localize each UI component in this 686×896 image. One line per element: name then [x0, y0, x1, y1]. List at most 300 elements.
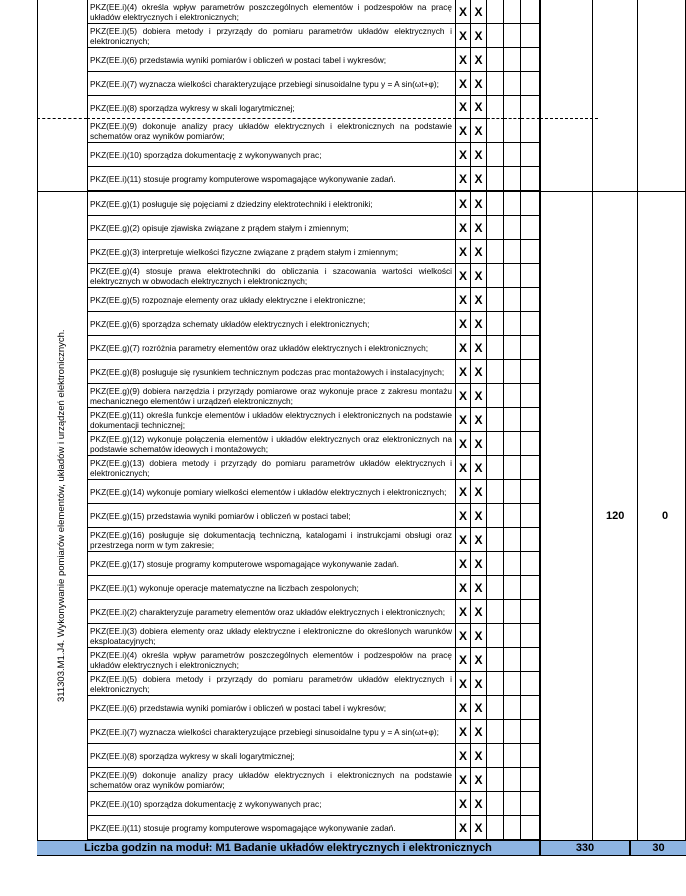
outcome-text: rozpoznaje elementy oraz układy elektryczne i elektroniczne; [142, 295, 366, 305]
empty-cell [521, 816, 540, 840]
outcome-description [87, 768, 456, 792]
empty-cell [521, 528, 540, 552]
empty-cell [504, 192, 521, 216]
empty-cell [504, 96, 521, 119]
table-row [0, 119, 686, 143]
outcome-description [87, 24, 456, 48]
empty-cell [521, 96, 540, 119]
outcome-description [87, 96, 456, 119]
outcome-code: PKZ(EE.i)(10) [90, 150, 142, 160]
footer-total-a: 330 [540, 841, 630, 855]
table-row [0, 0, 686, 24]
mark-m1: X [456, 48, 471, 72]
table-row [0, 528, 686, 552]
outcome-code: PKZ(EE.g)(13) [90, 458, 145, 468]
mark-m2: X [471, 672, 487, 696]
empty-cell [521, 576, 540, 600]
mark-m1: X [456, 216, 471, 240]
mark-m1: X [456, 24, 471, 48]
mark-m1: X [456, 167, 471, 191]
mark-m1: X [456, 768, 471, 792]
outcome-description [87, 192, 456, 216]
outcome-description [87, 504, 456, 528]
mark-m2: X [471, 0, 487, 24]
mark-m2: X [471, 192, 487, 216]
outcome-description [87, 216, 456, 240]
mark-m1: X [456, 504, 471, 528]
empty-cell [504, 240, 521, 264]
empty-cell [504, 504, 521, 528]
empty-cell [504, 792, 521, 816]
mark-m2: X [471, 456, 487, 480]
mark-m2: X [471, 167, 487, 191]
mark-m1: X [456, 72, 471, 96]
empty-cell [504, 24, 521, 48]
empty-cell [521, 143, 540, 167]
empty-cell [521, 360, 540, 384]
empty-cell [487, 768, 504, 792]
empty-cell [504, 648, 521, 672]
empty-cell [487, 24, 504, 48]
empty-cell [521, 768, 540, 792]
empty-cell [521, 504, 540, 528]
empty-cell [487, 143, 504, 167]
footer-total-b: 30 [630, 841, 686, 855]
empty-cell [487, 408, 504, 432]
mark-m2: X [471, 744, 487, 768]
outcome-text: wyznacza wielkości charakteryzujące przebiegi sinusoidalne typu y = A sin(ωt+φ); [139, 727, 439, 737]
outcome-code: PKZ(EE.i)(11) [90, 174, 142, 184]
dashed-divider [540, 118, 598, 119]
empty-cell [521, 384, 540, 408]
outcome-text: wykonuje operacje matematyczne na liczbach zespolonych; [139, 583, 359, 593]
empty-cell [504, 696, 521, 720]
empty-cell [504, 336, 521, 360]
empty-cell [521, 72, 540, 96]
mark-m2: X [471, 119, 487, 143]
mark-m2: X [471, 216, 487, 240]
mark-m1: X [456, 264, 471, 288]
empty-cell [504, 600, 521, 624]
outcome-text: określa funkcje elementów i układów elektrycznych i elektronicznych na podstawie dokumentacji technicznej; [90, 410, 452, 430]
empty-cell [487, 504, 504, 528]
hours-column-border [592, 0, 593, 840]
mark-m2: X [471, 336, 487, 360]
outcome-description [87, 408, 456, 432]
outcome-code: PKZ(EE.i)(9) [90, 121, 138, 131]
table-row [0, 456, 686, 480]
mark-m1: X [456, 480, 471, 504]
mark-m2: X [471, 96, 487, 119]
mark-m1: X [456, 312, 471, 336]
outcome-text: dobiera metody i przyrządy do pomiaru parametrów układów elektrycznych i elektronicznych; [90, 26, 452, 46]
outcome-code: PKZ(EE.g)(17) [90, 559, 145, 569]
outcome-description [87, 264, 456, 288]
mark-m2: X [471, 408, 487, 432]
mark-m1: X [456, 792, 471, 816]
outcome-description [87, 600, 456, 624]
table-row [0, 672, 686, 696]
table-row [0, 720, 686, 744]
empty-cell [487, 552, 504, 576]
table-row [0, 143, 686, 167]
table-row [0, 288, 686, 312]
mark-m1: X [456, 119, 471, 143]
empty-cell [487, 264, 504, 288]
empty-cell [504, 552, 521, 576]
outcome-code: PKZ(EE.i)(10) [90, 799, 142, 809]
outcome-code: PKZ(EE.g)(15) [90, 511, 145, 521]
empty-cell [487, 720, 504, 744]
empty-cell [504, 768, 521, 792]
mark-m2: X [471, 816, 487, 840]
outcome-text: stosuje programy komputerowe wspomagające wykonywanie zadań. [143, 174, 396, 184]
outcome-code: PKZ(EE.i)(4) [90, 2, 138, 12]
outcome-code: PKZ(EE.g)(5) [90, 295, 140, 305]
outcome-code: PKZ(EE.g)(2) [90, 223, 140, 233]
mark-m2: X [471, 696, 487, 720]
empty-cell [521, 0, 540, 24]
empty-cell [487, 648, 504, 672]
table-row [0, 192, 686, 216]
empty-cell [521, 336, 540, 360]
empty-cell [521, 216, 540, 240]
outcome-description [87, 312, 456, 336]
outcome-description [87, 480, 456, 504]
empty-cell [487, 0, 504, 24]
outcome-code: PKZ(EE.g)(12) [90, 434, 145, 444]
outcome-code: PKZ(EE.i)(2) [90, 607, 138, 617]
outcome-description [87, 167, 456, 191]
empty-cell [521, 432, 540, 456]
table-row [0, 576, 686, 600]
outcome-description [87, 432, 456, 456]
mark-m2: X [471, 288, 487, 312]
table-row [0, 504, 686, 528]
table-row [0, 624, 686, 648]
outcome-code: PKZ(EE.i)(11) [90, 823, 142, 833]
outcome-code: PKZ(EE.i)(9) [90, 770, 138, 780]
mark-m1: X [456, 816, 471, 840]
outcome-code: PKZ(EE.i)(3) [90, 626, 138, 636]
mark-m2: X [471, 504, 487, 528]
outcome-text: wyznacza wielkości charakteryzujące przebiegi sinusoidalne typu y = A sin(ωt+φ); [139, 79, 439, 89]
empty-cell [521, 48, 540, 72]
outcome-text: opisuje zjawiska związane z prądem stałym i zmiennym; [142, 223, 349, 233]
empty-cell [487, 696, 504, 720]
outcome-text: posługuje się rysunkiem technicznym podczas prac montażowych i instalacyjnych; [142, 367, 445, 377]
empty-cell [521, 119, 540, 143]
mark-m1: X [456, 672, 471, 696]
table-row [0, 24, 686, 48]
outcome-text: sporządza wykresy w skali logarytmicznej; [139, 751, 295, 761]
outcome-description [87, 696, 456, 720]
empty-cell [487, 167, 504, 191]
empty-cell [521, 792, 540, 816]
table-row [0, 72, 686, 96]
outcome-description [87, 792, 456, 816]
table-row [0, 216, 686, 240]
empty-cell [504, 72, 521, 96]
empty-cell [487, 119, 504, 143]
mark-m1: X [456, 528, 471, 552]
table-row [0, 48, 686, 72]
empty-cell [487, 288, 504, 312]
outcome-code: PKZ(EE.i)(7) [90, 727, 138, 737]
outcome-text: przedstawia wyniki pomiarów i obliczeń w postaci tabel i wykresów; [139, 55, 387, 65]
outcome-text: dokonuje analizy pracy układów elektrycznych i elektronicznych na podstawie schematów oraz wyników pomiarów; [90, 121, 452, 141]
outcome-text: sporządza wykresy w skali logarytmicznej; [139, 102, 295, 113]
table-row [0, 432, 686, 456]
outcome-code: PKZ(EE.i)(5) [90, 26, 138, 36]
mark-m1: X [456, 576, 471, 600]
empty-cell [521, 552, 540, 576]
empty-cell [504, 384, 521, 408]
outcome-code: PKZ(EE.g)(8) [90, 367, 140, 377]
empty-cell [521, 192, 540, 216]
empty-cell [521, 456, 540, 480]
mark-m2: X [471, 432, 487, 456]
empty-cell [487, 192, 504, 216]
table-row [0, 816, 686, 840]
outcome-description [87, 48, 456, 72]
outcome-text: stosuje programy komputerowe wspomagające wykonywanie zadań. [143, 823, 396, 833]
table-row [0, 360, 686, 384]
outcome-text: posługuje się pojęciami z dziedziny elektrotechniki i elektroniki; [142, 199, 373, 209]
table-row [0, 480, 686, 504]
empty-cell [504, 119, 521, 143]
mark-m1: X [456, 192, 471, 216]
empty-cell [487, 312, 504, 336]
outcome-description [87, 648, 456, 672]
table-row [0, 408, 686, 432]
empty-cell [521, 720, 540, 744]
mark-m2: X [471, 72, 487, 96]
empty-cell [504, 0, 521, 24]
empty-cell [487, 744, 504, 768]
outcome-description [87, 72, 456, 96]
mark-m1: X [456, 648, 471, 672]
outcome-description [87, 288, 456, 312]
outcome-text: charakteryzuje parametry elementów oraz układów elektrycznych i elektronicznych; [139, 607, 446, 617]
empty-cell [521, 264, 540, 288]
empty-cell [504, 816, 521, 840]
outcome-code: PKZ(EE.g)(14) [90, 487, 145, 497]
module-hours-b: 0 [662, 510, 669, 522]
table-row [0, 336, 686, 360]
mark-m2: X [471, 576, 487, 600]
empty-cell [521, 167, 540, 191]
outcome-text: wykonuje pomiary wielkości elementów i układów elektrycznych i elektronicznych; [146, 487, 447, 497]
table-row [0, 96, 686, 119]
mark-m2: X [471, 792, 487, 816]
empty-cell [504, 624, 521, 648]
mark-m2: X [471, 480, 487, 504]
empty-cell [521, 24, 540, 48]
outcome-description [87, 384, 456, 408]
module-hours-a: 120 [606, 510, 625, 522]
outcome-text: dobiera narzędzia i przyrządy pomiarowe oraz wykonuje prace z zakresu montażu mechanicznego elementów i urządzeń elektronicznych; [90, 386, 452, 406]
mark-m1: X [456, 432, 471, 456]
outcome-code: PKZ(EE.i)(4) [90, 650, 138, 660]
mark-m1: X [456, 384, 471, 408]
mark-m1: X [456, 624, 471, 648]
outcome-text: sporządza schematy układów elektrycznych i elektronicznych; [142, 319, 370, 329]
empty-cell [487, 216, 504, 240]
mark-m1: X [456, 0, 471, 24]
table-row [0, 384, 686, 408]
empty-cell [504, 216, 521, 240]
outcome-description [87, 576, 456, 600]
outcome-code: PKZ(EE.i)(8) [90, 751, 138, 761]
empty-cell [487, 240, 504, 264]
module-title: 311303.M1.J4. Wykonywanie pomiarów elementów, układów i urządzeń elektronicznych. [56, 329, 67, 703]
empty-cell [521, 744, 540, 768]
mark-m2: X [471, 24, 487, 48]
empty-cell [504, 672, 521, 696]
table-row [0, 792, 686, 816]
outcome-description [87, 552, 456, 576]
outcome-code: PKZ(EE.i)(6) [90, 703, 138, 713]
empty-cell [504, 408, 521, 432]
outcome-description [87, 624, 456, 648]
outcome-text: rozróżnia parametry elementów oraz układów elektrycznych i elektronicznych; [142, 343, 429, 353]
outcome-code: PKZ(EE.g)(16) [90, 530, 145, 540]
empty-cell [521, 600, 540, 624]
outcome-code: PKZ(EE.g)(6) [90, 319, 140, 329]
table-row [0, 600, 686, 624]
table-row [0, 264, 686, 288]
outcome-code: PKZ(EE.i)(6) [90, 55, 138, 65]
empty-cell [504, 48, 521, 72]
mark-m2: X [471, 143, 487, 167]
mark-m2: X [471, 528, 487, 552]
outcome-code: PKZ(EE.g)(9) [90, 386, 140, 396]
mark-m1: X [456, 456, 471, 480]
outcome-description [87, 528, 456, 552]
empty-cell [521, 672, 540, 696]
outcome-description [87, 456, 456, 480]
mark-m2: X [471, 648, 487, 672]
mark-m2: X [471, 240, 487, 264]
mark-m2: X [471, 312, 487, 336]
mark-m1: X [456, 408, 471, 432]
outcome-code: PKZ(EE.g)(1) [90, 199, 140, 209]
empty-cell [521, 312, 540, 336]
outcome-description [87, 119, 456, 143]
outcome-text: stosuje prawa elektrotechniki do obliczania i szacowania wartości wielkości elektrycznych w obwodach elektrycznych i elektronicznych; [90, 266, 452, 286]
empty-cell [504, 143, 521, 167]
outcome-code: PKZ(EE.i)(7) [90, 79, 138, 89]
outcome-description [87, 240, 456, 264]
outcome-description [87, 744, 456, 768]
empty-cell [521, 696, 540, 720]
mark-m1: X [456, 336, 471, 360]
mark-m1: X [456, 720, 471, 744]
empty-cell [487, 528, 504, 552]
mark-m2: X [471, 384, 487, 408]
outcome-text: posługuje się dokumentacją techniczną, katalogami i instrukcjami obsługi oraz przestrzega norm w tym zakresie; [90, 530, 452, 550]
outcome-code: PKZ(EE.g)(11) [90, 410, 144, 420]
empty-cell [521, 240, 540, 264]
outcome-text: sporządza dokumentację z wykonywanych prac; [143, 150, 322, 160]
table-row [0, 648, 686, 672]
outcome-text: sporządza dokumentację z wykonywanych prac; [143, 799, 322, 809]
empty-cell [487, 72, 504, 96]
mark-m1: X [456, 552, 471, 576]
outcome-text: dobiera metody i przyrządy do pomiaru parametrów układów elektrycznych i elektronicznych; [90, 674, 452, 694]
mark-m2: X [471, 360, 487, 384]
mark-m1: X [456, 696, 471, 720]
outcome-code: PKZ(EE.i)(1) [90, 583, 138, 593]
empty-cell [504, 744, 521, 768]
outcome-text: dobiera metody i przyrządy do pomiaru parametrów układów elektrycznych i elektronicznych; [90, 458, 452, 478]
outcome-code: PKZ(EE.i)(8) [90, 102, 138, 113]
mark-m1: X [456, 360, 471, 384]
outcome-text: stosuje programy komputerowe wspomagające wykonywanie zadań. [146, 559, 399, 569]
empty-cell [504, 264, 521, 288]
mark-m2: X [471, 48, 487, 72]
mark-m2: X [471, 552, 487, 576]
outcome-text: określa wpływ parametrów poszczególnych elementów i podzespołów na pracę układów elektrycznych i elektronicznych; [90, 2, 452, 22]
mark-m1: X [456, 744, 471, 768]
empty-cell [504, 288, 521, 312]
empty-cell [504, 528, 521, 552]
outcome-text: dokonuje analizy pracy układów elektrycznych i elektronicznych na podstawie schematów oraz wyników pomiarów; [90, 770, 452, 790]
mark-m1: X [456, 288, 471, 312]
outcome-description [87, 672, 456, 696]
mark-m2: X [471, 264, 487, 288]
outcome-text: przedstawia wyniki pomiarów i obliczeń w postaci tabel; [146, 511, 351, 521]
empty-cell [487, 600, 504, 624]
empty-cell [487, 624, 504, 648]
mark-m2: X [471, 768, 487, 792]
outcome-text: dobiera elementy oraz układy elektryczne i elektroniczne do określonych warunków eksploatacyjnych; [90, 626, 452, 646]
empty-cell [487, 360, 504, 384]
outcome-description [87, 0, 456, 24]
empty-cell [487, 96, 504, 119]
outcome-text: wykonuje połączenia elementów i układów elektrycznych oraz elektronicznych na podstawie schematów ideowych i montażowych; [90, 434, 452, 454]
empty-cell [521, 288, 540, 312]
empty-cell [487, 792, 504, 816]
table-row [0, 768, 686, 792]
table-row [0, 696, 686, 720]
empty-cell [504, 432, 521, 456]
empty-cell [521, 624, 540, 648]
hours-column-border [540, 0, 541, 840]
mark-m1: X [456, 240, 471, 264]
table-row [0, 240, 686, 264]
hours-column-border [637, 0, 638, 840]
empty-cell [504, 456, 521, 480]
module-hours-footer [37, 840, 686, 856]
outcome-code: PKZ(EE.i)(5) [90, 674, 138, 684]
outcome-text: przedstawia wyniki pomiarów i obliczeń w postaci tabel i wykresów; [139, 703, 387, 713]
outcome-text: interpretuje wielkości fizyczne związane z prądem stałym i zmiennym; [142, 247, 399, 257]
footer-label: Liczba godzin na moduł: M1 Badanie układów elektrycznych i elektronicznych [37, 841, 540, 855]
empty-cell [487, 432, 504, 456]
empty-cell [504, 167, 521, 191]
empty-cell [487, 48, 504, 72]
empty-cell [487, 576, 504, 600]
empty-cell [521, 648, 540, 672]
empty-cell [504, 312, 521, 336]
mark-m2: X [471, 720, 487, 744]
mark-m1: X [456, 600, 471, 624]
outcome-description [87, 336, 456, 360]
table-row [0, 312, 686, 336]
empty-cell [504, 480, 521, 504]
